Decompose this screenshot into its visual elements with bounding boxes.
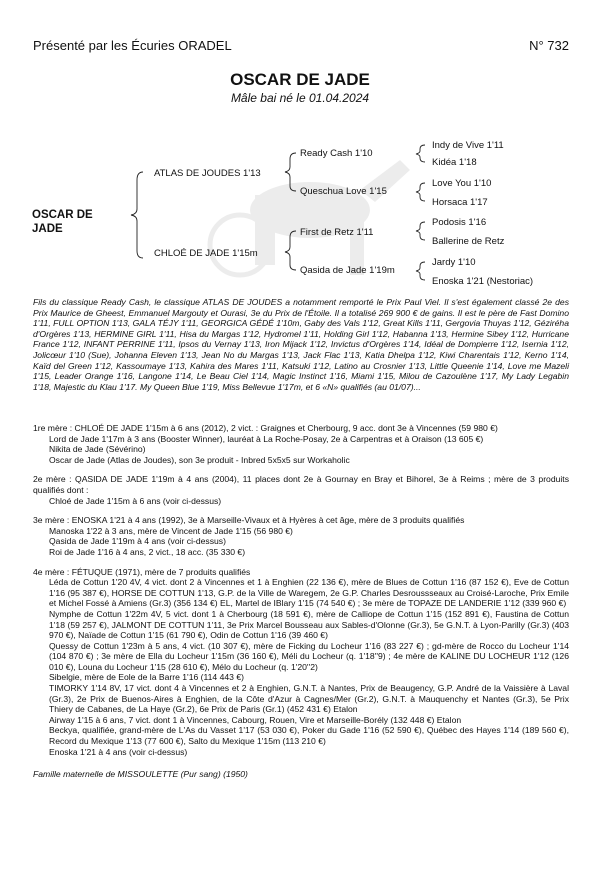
third-dam-line-3: Roi de Jade 1'16 à 4 ans, 2 vict., 18 acc. (35 330 €) [49,546,246,557]
third-dam-line-2: Qasida de Jade 1'19m à 4 ans (voir ci-dessus) [49,536,226,547]
first-dam-line-3: Oscar de Jade (Atlas de Joudes), son 3e produit - Inbred 5x5x5 sur Workaholic [49,454,350,465]
pedigree-ssd: Kidéa 1'18 [432,157,477,168]
sire-description [33,297,569,392]
third-dam-heading: 3e mère : ENOSKA 1'21 à 4 ans (1992), 3e à Marseille-Vivaux et à Hyères à cet âge, mère de 3 produits qualifiés [33,515,465,526]
maternal-family-footer: Famille maternelle de MISSOULETTE (Pur sang) (1950) [33,769,248,780]
pedigree-dam-sire: First de Retz 1'11 [300,227,374,238]
fourth-dam-line-6: Airway 1'15 à 6 ans, 7 vict. dont 1 à Vincennes, Cabourg, Rouen, Vire et Marseille-Borély (132 448 €) Etalon [49,714,462,725]
pedigree-sire-dam: Queschua Love 1'15 [300,186,387,197]
pedigree-dsd: Ballerine de Retz [432,236,505,247]
fourth-dam-line-8: Enoska 1'21 à 4 ans (voir ci-dessus) [49,746,188,757]
sire-paragraph: Fils du classique Ready Cash, le classique ATLAS DE JOUDES a notamment remporté le Prix Paul Viel. Il s'est également classé 2e des Prix Maurice de Gheest, Emmanuel Margouty et Ourasi, 3e du Prix de l'Étoile. Il a totalisé 269 900 € de gains. Il est le père de Fast Domino 1'11, FULL OPTION 1'13, GALA TÉJY 1'11, GEORGICA GÉDÉ 1'10m, Gaby des Vals 1'12, Great Kills 1'11, Gergovia Thuyas 1'12, Géziréha d'Orgères 1'13, HERMINE GIRL 1'11, Hisa du Margas 1'12, Hydromel 1'11, Holding Girl 1'12, Habanna 1'13, Hermine Sibey 1'12, Hurricane France 1'12, INFANT PERRINE 1'11, Ipsos du Vernay 1'13, Iron Mijack 1'12, Invictus d'Orgères 1'14, Idéal de Dompierre 1'12, Isernia 1'12, Jolicœur 1'10 (Sue), Johanna Eleven 1'13, Jean No du Margas 1'13, Jack Flac 1'13, Katia Dhelpa 1'12, Kiwi Charentais 1'12, Kerno 1'14, Kaïd del Green 1'12, Kassoumaye 1'13, Kahira des Mares 1'11, Katsuki 1'12, Latino au Crosnier 1'13, Little Queenie 1'14, Love me Mazeli 1'15, Leader Orange 1'16, Langone 1'14, Le Beau Ciel 1'14, Magic Instinct 1'16, Miami 1'15, Milou de Cazoulène 1'17, My Lady Legabin 1'18, Majestic du Klau 1'17. My Queen Blue 1'19, Miss Bellevue 1'17m, et 6 «N» qualifiés (au 01/07)... [33,297,569,392]
second-dam-line-1: Chloé de Jade 1'15m à 6 ans (voir ci-dessus) [49,495,222,506]
page-title: OSCAR DE JADE [230,70,370,89]
fourth-dam-line-1: Léda de Cottun 1'20 4V, 4 vict. dont 2 à Vincennes et 1 à Enghien (22 136 €), mère de Blues de Cottun 1'16 (87 152 €), Eve de Cottun 1'16 (95 387 €), HORSE DE COTTUN 1'13, G.P. de la Ville de Waregem, 2e G.P. Charles Desroussseaux au Croisé-Laroche, Prix Emile et Michel Fossé à Amiens (Gr.3) (356 134 €) EL, Martel de IBlary 1'15 (74 540 €) ; 3e mère de TOPAZE DE LANDERIE 1'12 (339 960 €) [49,577,569,609]
fourth-dam-heading: 4e mère : FÉTUQUE (1971), mère de 7 produits qualifiés [33,566,251,577]
presenter-text: Présenté par les Écuries ORADEL [33,38,232,53]
fourth-dam-line-2: Nymphe de Cottun 1'22m 4V, 5 vict. dont 1 à Cherbourg (18 591 €), mère de Calliope de Cottun 1'15 (152 891 €), Faustina de Cottun 1'18 (59 257 €), JALMONT DE COTTUN 1'11, 3e Prix Marcel Bousseau aux Sables-d'Olonne (Gr.3), 5e G.N.T. à Lyon-Parilly (Gr.3) (403 970 €), Naïade de Cottun 1'15 (61 790 €), Odin de Cottun 1'16 (39 460 €) [49,608,569,641]
pedigree-dam-dam: Qasida de Jade 1'19m [300,265,395,276]
third-dam-line-1: Manoska 1'22 à 3 ans, mère de Vincent de Jade 1'15 (56 980 €) [49,525,293,536]
pedigree-sire: ATLAS DE JOUDES 1'13 [154,168,261,179]
first-dam-line-1: Lord de Jade 1'17m à 3 ans (Booster Winner), lauréat à La Roche-Posay, 2e à Carpentras et à Oraison (13 605 €) [49,433,484,444]
fourth-dam-line-7: Beckya, qualifiée, grand-mère de L'As du Vasset 1'17 (53 030 €), Poker du Gade 1'16 (52 590 €), Québec des Hayes 1'14 (189 560 €), Record du Mexique 1'13 (77 600 €), Salto du Mexique 1'15m (113 210 €) [49,725,569,747]
pedigree-horse-name: OSCAR DE JADE [32,209,93,235]
first-dam-line-2: Nikita de Jade (Sévérino) [49,444,146,455]
pedigree-sds: Love You 1'10 [432,178,492,189]
pedigree-ddd: Enoska 1'21 (Nestoriac) [432,276,534,287]
pedigree-dds: Jardy 1'10 [432,257,476,268]
first-dam-heading: 1re mère : CHLOÉ DE JADE 1'15m à 6 ans (2012), 2 vict. : Graignes et Cherbourg, 9 acc. dont 3e à Vincennes (59 980 €) [33,423,498,433]
fourth-dam-line-3: Quessy de Cottun 1'23m à 5 ans, 4 vict. (10 307 €), mère de Ficking du Locheur 1'16 (83 227 €) ; gd-mère de Rocco du Locheur 1'14 (104 870 €) ; 3e mère de Ella du Locheur 1'15m (36 160 €), Méli du Locheur (q. 1'18''9) ; 4e mère de KALINE DU LOCHEUR 1'12 (126 010 €), Louna du Locheur 1'15 (28 610 €), Mélo du Locheur (q. 1'20''2) [49,640,569,672]
fourth-dam-line-4: Sibelgie, mère de Eole de la Barre 1'16 (114 443 €) [49,672,244,683]
fourth-dam-line-5: TIMORKY 1'14 8V, 17 vict. dont 4 à Vincennes et 2 à Enghien, G.N.T. à Nantes, Prix de Beaugency, G.P. André de la Vaissière à Laval (Gr.3), 2e Prix de Buenos-Aires à Enghien, de la Côte d'Azur à Cagnes/Mer (Gr.2), G.N.T. à Mauquenchy et Nantes (Gr.3), 5e Prix Thiery de Cabanes, de La Haye (Gr.2), 6e Prix de Paris (Gr.1) (452 431 €) Etalon [49,683,569,715]
page-subtitle: Mâle bai né le 01.04.2024 [230,91,370,105]
second-dam-heading: 2e mère : QASIDA DE JADE 1'19m à 4 ans (2004), 11 places dont 2e à Gournay en Bray et Bihorel, 3e à Reims ; mère de 3 produits qualifiés dont : [33,474,569,495]
lot-number: N° 732 [529,38,569,53]
pedigree-dss: Podosis 1'16 [432,217,487,228]
pedigree-sss: Indy de Vive 1'11 [432,140,504,151]
pedigree-sire-sire: Ready Cash 1'10 [300,148,373,159]
maternal-line [33,423,569,780]
pedigree-sdd: Horsaca 1'17 [432,197,488,208]
pedigree-dam: CHLOÉ DE JADE 1'15m [154,248,258,259]
